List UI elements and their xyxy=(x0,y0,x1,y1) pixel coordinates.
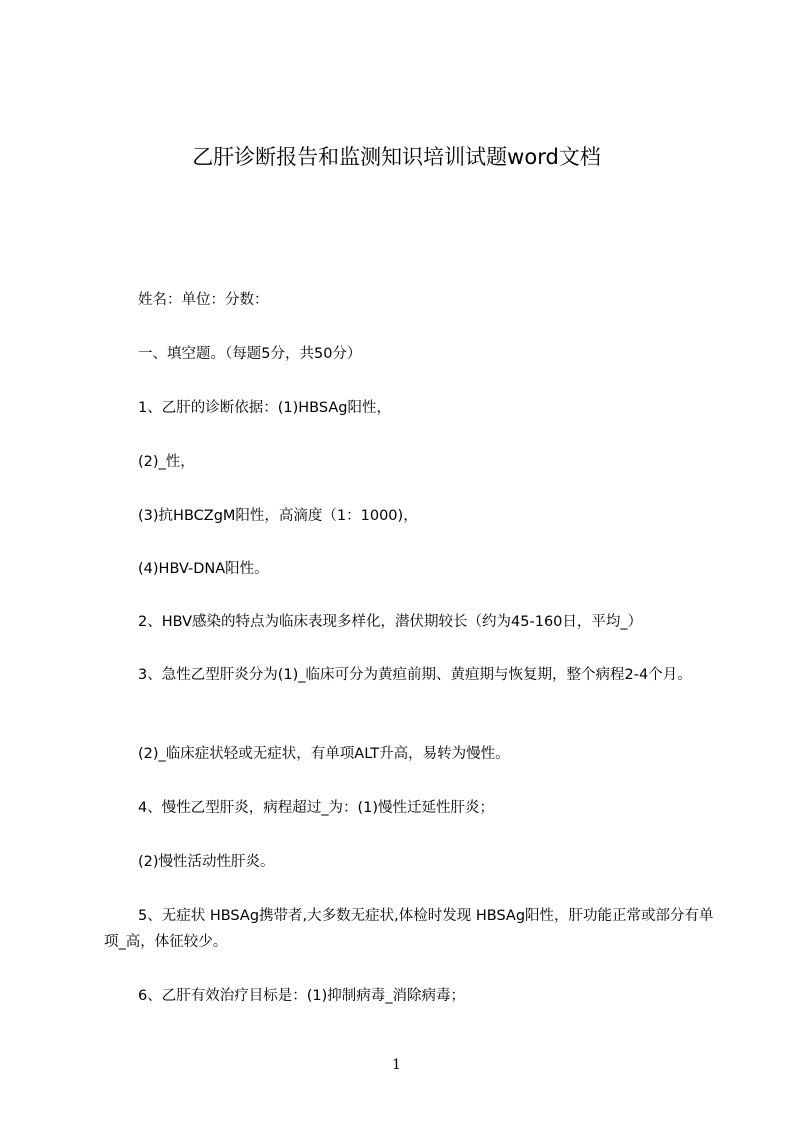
header-line: 姓名：单位：分数： xyxy=(138,292,269,308)
page-number: 1 xyxy=(392,1057,401,1073)
document-title: 乙肝诊断报告和监测知识培训试题word文档 xyxy=(192,145,601,169)
question-6: 6、乙肝有效治疗目标是：(1)抑制病毒_消除病毒； xyxy=(138,988,466,1004)
question-3-line-2: (2)_临床症状轻或无症状，有单项ALT升高，易转为慢性。 xyxy=(138,746,510,762)
question-5: 5、无症状 HBSAg携带者,大多数无症状,体检时发现 HBSAg阳性，肝功能正常或部分有单项_高，体征较少。 xyxy=(104,908,714,950)
section-heading: 一、填空题。（每题5分，共50分） xyxy=(138,346,362,362)
question-4-line-2: (2)慢性活动性肝炎。 xyxy=(138,854,275,870)
question-1-line-2: (2)_性， xyxy=(138,454,195,470)
question-1-line-4: (4)HBV-DNA阳性。 xyxy=(138,561,269,577)
question-3-line-1: 3、急性乙型肝炎分为(1)_临床可分为黄疸前期、黄疸期与恢复期，整个病程2-4个月。 xyxy=(138,667,692,683)
question-1-line-3: (3)抗HBCZgM阳性，高滴度（1：1000)， xyxy=(138,508,418,524)
question-2: 2、HBV感染的特点为临床表现多样化，潜伏期较长（约为45-160日，平均_） xyxy=(138,614,643,630)
question-1-line-1: 1、乙肝的诊断依据：(1)HBSAg阳性， xyxy=(138,400,391,416)
question-4-line-1: 4、慢性乙型肝炎，病程超过_为：(1)慢性迁延性肝炎； xyxy=(138,800,495,816)
